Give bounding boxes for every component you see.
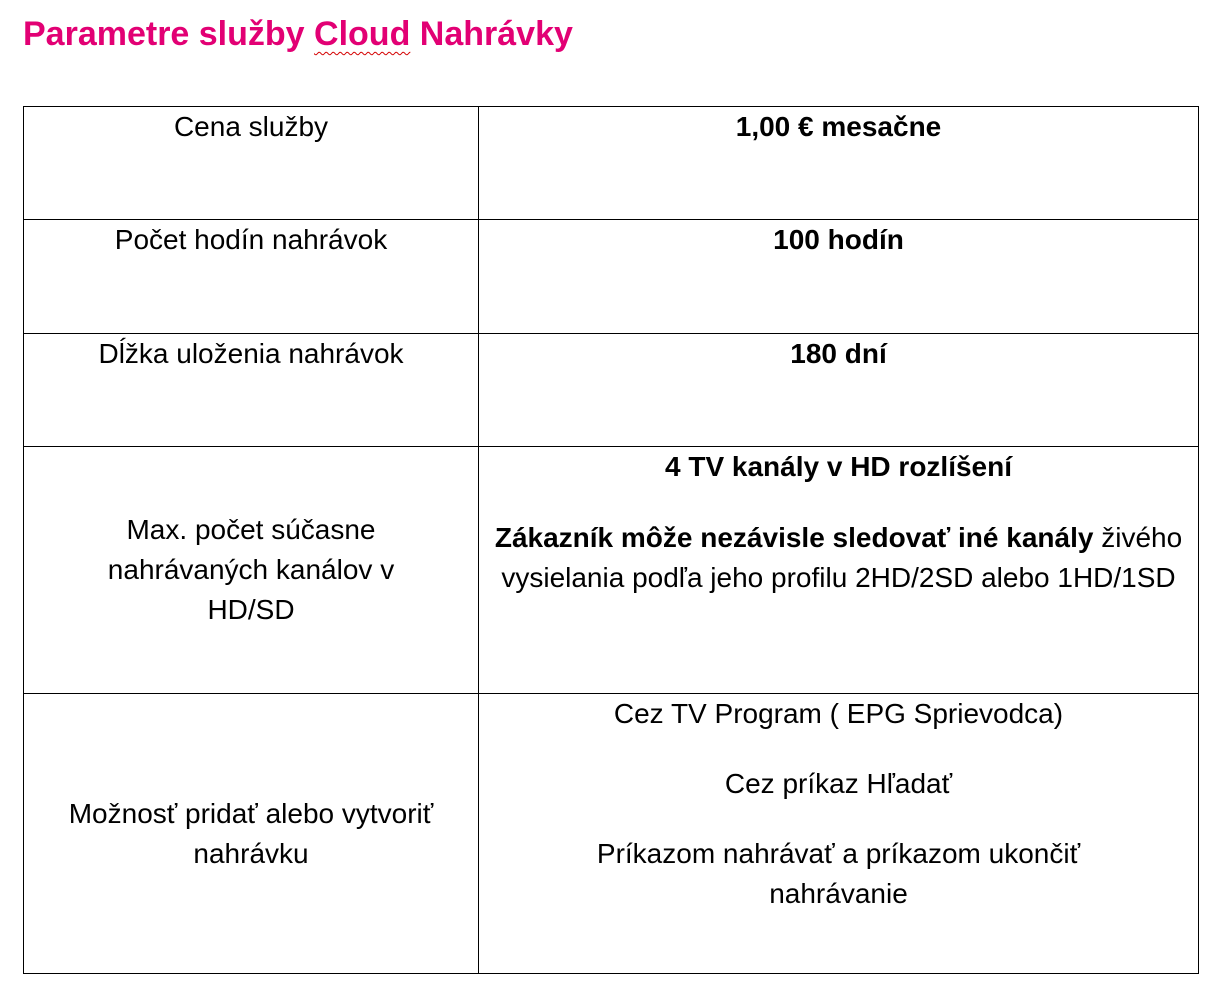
title-text-end: Nahrávky (410, 15, 573, 53)
table-row-retention (24, 334, 1199, 447)
table-row-channels (24, 447, 1199, 694)
row-label-retention: Dĺžka uloženia nahrávok (24, 334, 479, 447)
option-command: Príkazom nahrávať a príkazom ukončiť nahrávanie (596, 838, 1081, 909)
row-value-price: 1,00 € mesačne (479, 107, 1199, 220)
table-row-create-recording (24, 694, 1199, 974)
parameters-table (23, 106, 1199, 974)
row-value-hours: 100 hodín (479, 220, 1199, 334)
row-label-create-recording: Možnosť pridať alebo vytvoriť nahrávku (24, 694, 479, 974)
table-row-price (24, 107, 1199, 220)
row-value-retention: 180 dní (479, 334, 1199, 447)
channels-note-bold: Zákazník môže nezávisle sledovať iné kanály (494, 522, 1094, 553)
table-row-hours (24, 220, 1199, 334)
option-epg: Cez TV Program ( EPG Sprievodca) (613, 698, 1064, 729)
row-label-price: Cena služby (24, 107, 479, 220)
title-text-start: Parametre služby (23, 15, 315, 53)
page-title (23, 12, 573, 56)
option-search: Cez príkaz Hľadať (724, 768, 953, 799)
channels-note-normal: živého vysielania podľa jeho profilu 2HD/2SD alebo 1HD/1SD (501, 522, 1183, 593)
channels-hd-count: 4 TV kanály v HD rozlíšení (664, 451, 1013, 482)
row-value-channels (479, 447, 1199, 694)
row-value-create-recording (479, 694, 1199, 974)
channels-note (487, 518, 1190, 598)
row-label-channels: Max. počet súčasne nahrávaných kanálov v HD/SD (24, 447, 479, 694)
row-label-hours: Počet hodín nahrávok (24, 220, 479, 334)
title-text-cloud: Cloud (314, 15, 411, 53)
